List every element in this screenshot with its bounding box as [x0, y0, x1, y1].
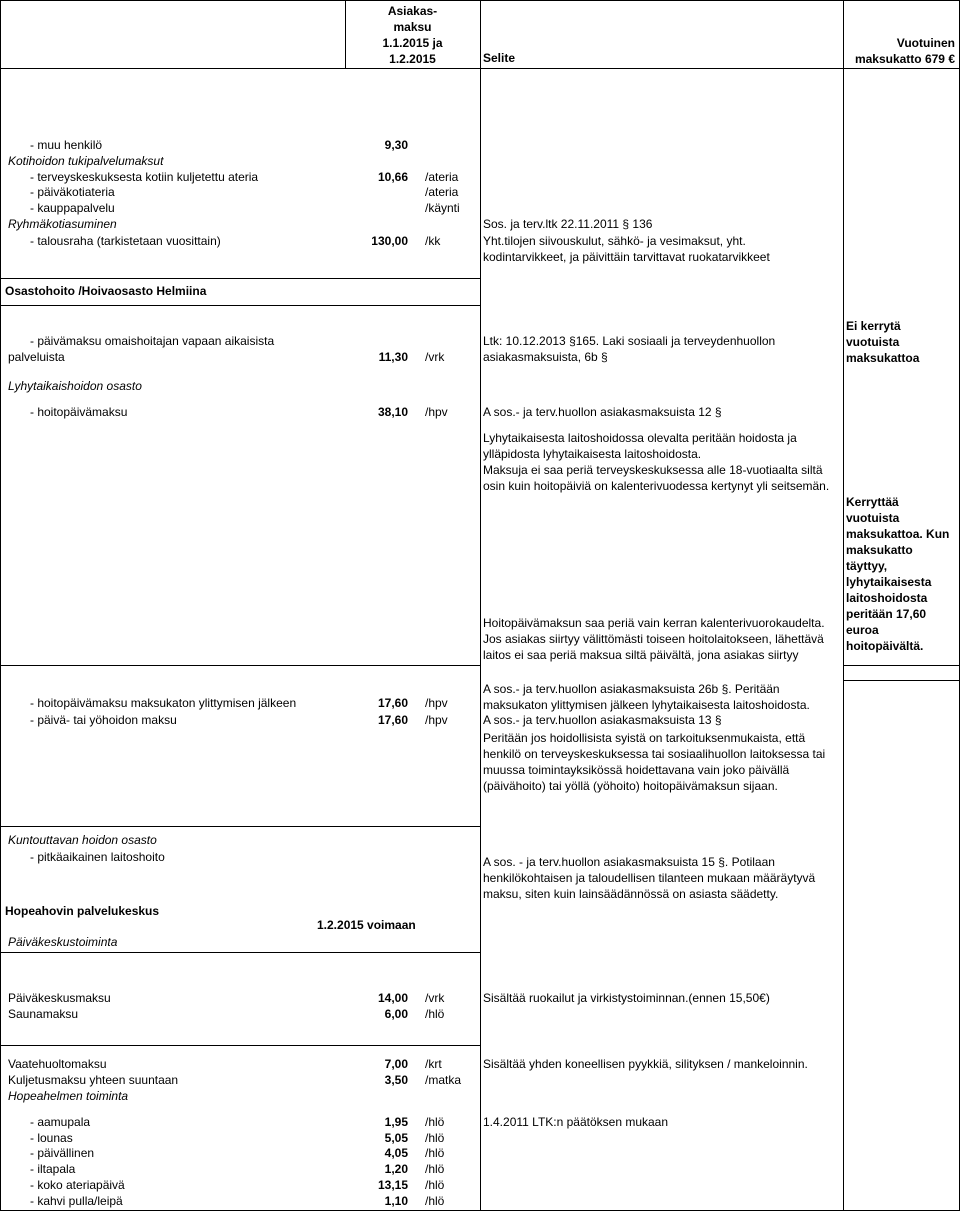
- row-label: - talousraha (tarkistetaan vuosittain): [30, 234, 221, 248]
- row-note: Sos. ja terv.ltk 22.11.2011 § 136: [483, 217, 653, 231]
- row-note: A sos. - ja terv.huollon asiakasmaksuista 15 §. Potilaan henkilökohtaisen ja taloudellisen tilanteen mukaan määräytyvä maksu, siten kuin lainsäädännössä on asiasta säädetty.: [483, 855, 816, 901]
- row-label: Päiväkeskusmaksu: [8, 991, 111, 1005]
- row-note: A sos.- ja terv.huollon asiakasmaksuista 26b §. Peritään maksukaton ylittymisen jälkeen lyhytaikaisesta laitoshoidosta.: [483, 682, 810, 712]
- section-heading: Kotihoidon tukipalvelumaksut: [8, 154, 164, 168]
- row-value: 6,00: [384, 1007, 408, 1021]
- grid-line: [480, 0, 481, 1211]
- row-note: Maksuja ei saa periä terveyskeskuksessa alle 18-vuotiaalta siltä osin kuin hoitopäiviä on kalenterivuodessa kertynyt yli seitsemän.: [483, 463, 830, 493]
- row-unit: /hlö: [425, 1178, 445, 1192]
- row-label: palveluista: [8, 350, 65, 364]
- section-heading: Hopeahelmen toiminta: [8, 1089, 129, 1103]
- row-label: - päiväkotiateria: [30, 185, 115, 199]
- row-unit: /ateria: [425, 170, 459, 184]
- row-note: Peritään jos hoidollisista syistä on tarkoituksenmukaista, että henkilö on terveyskeskuksessa tai sosiaalihuollon laitoksessa tai muussa toimintayksikössä hoidettavana vain joko päivällä (päivähoito) tai yöllä (yöhoito) hoitopäivämaksun sijaan.: [483, 731, 826, 793]
- section-heading: Osastohoito /Hoivaosasto Helmiina: [5, 284, 207, 298]
- row-unit: /hpv: [425, 713, 448, 727]
- row-label: Saunamaksu: [8, 1007, 79, 1021]
- row-unit: /hpv: [425, 696, 448, 710]
- row-note: A sos.- ja terv.huollon asiakasmaksuista 12 §: [483, 405, 722, 419]
- grid-line: [0, 1045, 480, 1046]
- grid-line: [0, 665, 480, 666]
- row-label: - lounas: [30, 1131, 73, 1145]
- row-label: - muu henkilö: [30, 138, 103, 152]
- row-label: - koko ateriapäivä: [30, 1178, 125, 1192]
- row-label: - hoitopäivämaksu: [30, 405, 128, 419]
- row-label: Kuljetusmaksu yhteen suuntaan: [8, 1073, 179, 1087]
- row-note: Hoitopäivämaksun saa periä vain kerran kalenterivuorokaudelta. Jos asiakas siirtyy välittömästi toiseen hoitolaitokseen, lähettävä laitos ei saa periä maksua siltä päivältä, jona asiakas siirtyy: [483, 616, 825, 662]
- row-unit: /käynti: [425, 201, 460, 215]
- row-label: - aamupala: [30, 1115, 91, 1129]
- row-value: 1,95: [384, 1115, 408, 1129]
- grid-line: [0, 826, 480, 827]
- grid-line: [843, 0, 844, 1211]
- section-heading: Päiväkeskustoiminta: [8, 935, 118, 949]
- row-value: 3,50: [384, 1073, 408, 1087]
- row-value: 9,30: [384, 138, 408, 152]
- row-note: Sisältää ruokailut ja virkistystoiminnan.(ennen 15,50€): [483, 991, 770, 1005]
- grid-line: [0, 952, 480, 953]
- row-note: Lyhytaikaisesta laitoshoidossa olevalta peritään hoidosta ja ylläpidosta lyhytaikaisesta laitoshoidosta.: [483, 431, 797, 461]
- row-value: 7,00: [384, 1057, 408, 1071]
- row-value: 1,10: [384, 1194, 408, 1208]
- grid-line: [0, 0, 1, 1211]
- row-unit: /hlö: [425, 1162, 445, 1176]
- row-unit: /hlö: [425, 1007, 445, 1021]
- row-label: - iltapala: [30, 1162, 76, 1176]
- cap-note: Ei kerrytä vuotuista maksukattoa: [846, 319, 920, 365]
- row-label: - päivä- tai yöhoidon maksu: [30, 713, 177, 727]
- row-value: 10,66: [377, 170, 408, 184]
- row-unit: /kk: [425, 234, 441, 248]
- column-header-fee: Asiakas- maksu 1.1.2015 ja 1.2.2015: [382, 4, 443, 66]
- column-header-cap: Vuotuinen maksukatto 679 €: [854, 36, 955, 66]
- row-label: Vaatehuoltomaksu: [8, 1057, 107, 1071]
- row-unit: /hlö: [425, 1115, 445, 1129]
- row-label: - päivällinen: [30, 1146, 95, 1160]
- row-unit: /hlö: [425, 1194, 445, 1208]
- row-label: - kauppapalvelu: [30, 201, 115, 215]
- section-heading: Hopeahovin palvelukeskus: [5, 904, 160, 918]
- row-note: Sisältää yhden koneellisen pyykkiä, silityksen / mankeloinnin.: [483, 1057, 808, 1071]
- row-unit: /vrk: [425, 991, 445, 1005]
- row-unit: /krt: [425, 1057, 442, 1071]
- row-label: - hoitopäivämaksu maksukaton ylittymisen jälkeen: [30, 696, 297, 710]
- row-value: 17,60: [377, 696, 408, 710]
- row-value: 5,05: [384, 1131, 408, 1145]
- row-value: 130,00: [371, 234, 408, 248]
- section-heading: Lyhytaikaishoidon osasto: [8, 379, 142, 393]
- row-note: Ltk: 10.12.2013 §165. Laki sosiaali ja terveydenhuollon: [483, 334, 776, 348]
- row-unit: /ateria: [425, 185, 459, 199]
- section-heading: Kuntouttavan hoidon osasto: [8, 833, 157, 847]
- row-unit: /vrk: [425, 350, 445, 364]
- grid-line: [843, 680, 960, 681]
- row-note: asiakasmaksuista, 6b §: [483, 350, 608, 364]
- row-value: 4,05: [384, 1146, 408, 1160]
- grid-line: [843, 665, 960, 666]
- row-note: A sos.- ja terv.huollon asiakasmaksuista 13 §: [483, 713, 722, 727]
- row-label: - terveyskeskuksesta kotiin kuljetettu ateria: [30, 170, 259, 184]
- row-value: 38,10: [377, 405, 408, 419]
- row-value: 1,20: [384, 1162, 408, 1176]
- row-value: 13,15: [377, 1178, 408, 1192]
- row-value: 14,00: [377, 991, 408, 1005]
- grid-line: [0, 305, 480, 306]
- row-note: kodintarvikkeet, ja päivittäin tarvittavat ruokatarvikkeet: [483, 250, 770, 264]
- cap-note: Kerryttää vuotuista maksukattoa. Kun maksukatto täyttyy, lyhytaikaisesta laitoshoidosta peritään 17,60 euroa hoitopäivältä.: [846, 495, 950, 653]
- row-unit: /hlö: [425, 1131, 445, 1145]
- row-label: - pitkäaikainen laitoshoito: [30, 850, 165, 864]
- column-header-note: Selite: [483, 51, 516, 65]
- row-label: - kahvi pulla/leipä: [30, 1194, 123, 1208]
- row-value: 17,60: [377, 713, 408, 727]
- row-unit: /matka: [425, 1073, 462, 1087]
- section-heading: Ryhmäkotiasuminen: [8, 217, 117, 231]
- effective-date: 1.2.2015 voimaan: [317, 918, 416, 932]
- row-label: - päivämaksu omaishoitajan vapaan aikaisista: [30, 334, 275, 348]
- grid-line: [0, 278, 480, 279]
- row-value: 11,30: [378, 350, 408, 364]
- row-note: Yht.tilojen siivouskulut, sähkö- ja vesimaksut, yht.: [483, 234, 746, 248]
- row-note: 1.4.2011 LTK:n päätöksen mukaan: [483, 1115, 669, 1129]
- row-unit: /hlö: [425, 1146, 445, 1160]
- row-unit: /hpv: [425, 405, 448, 419]
